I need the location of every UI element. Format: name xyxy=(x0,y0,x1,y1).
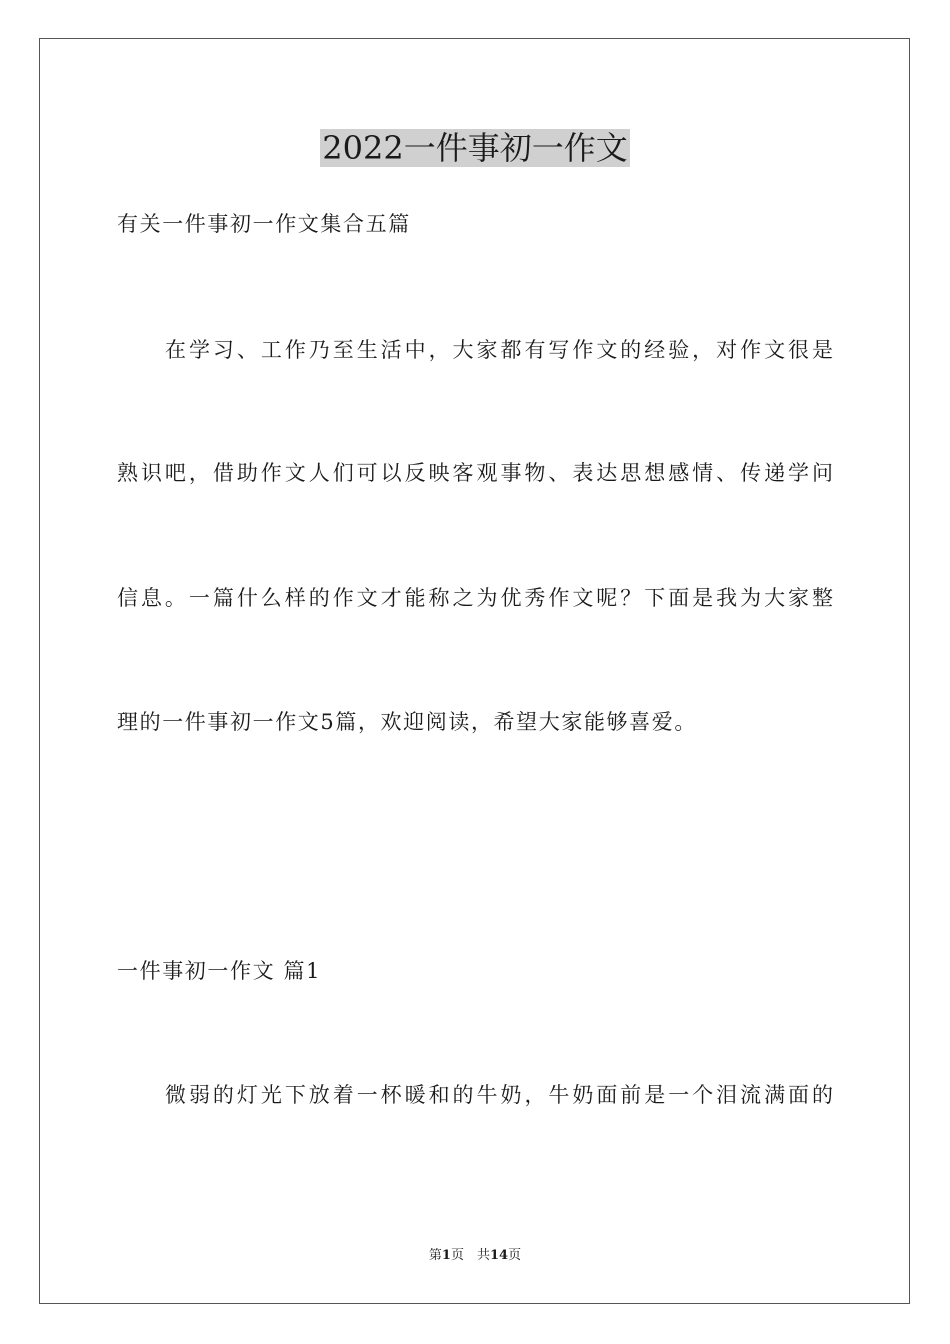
intro-line-4: 理的一件事初一作文5篇，欢迎阅读，希望大家能够喜爱。 xyxy=(117,710,697,734)
section-heading: 一件事初一作文 篇1 xyxy=(117,959,322,983)
footer-page-current: 1 xyxy=(441,1248,451,1263)
footer-page-total: 14 xyxy=(489,1248,509,1263)
footer-page-prefix: 第 xyxy=(428,1248,442,1263)
document-subtitle: 有关一件事初一作文集合五篇 xyxy=(117,212,411,236)
section-line-1: 微弱的灯光下放着一杯暖和的牛奶，牛奶面前是一个泪流满面的 xyxy=(165,1083,833,1107)
footer-page-mid: 页 共 xyxy=(450,1248,490,1263)
document-title-text: 2022一件事初一作文 xyxy=(322,129,628,167)
intro-line-2: 熟识吧，借助作文人们可以反映客观事物、表达思想感情、传递学问 xyxy=(117,461,833,485)
intro-line-1: 在学习、工作乃至生活中，大家都有写作文的经验，对作文很是 xyxy=(165,338,833,362)
document-title xyxy=(0,128,950,168)
intro-line-3: 信息。一篇什么样的作文才能称之为优秀作文呢？下面是我为大家整 xyxy=(117,586,833,610)
page-footer xyxy=(0,1247,950,1265)
footer-page-suffix: 页 xyxy=(508,1248,522,1263)
